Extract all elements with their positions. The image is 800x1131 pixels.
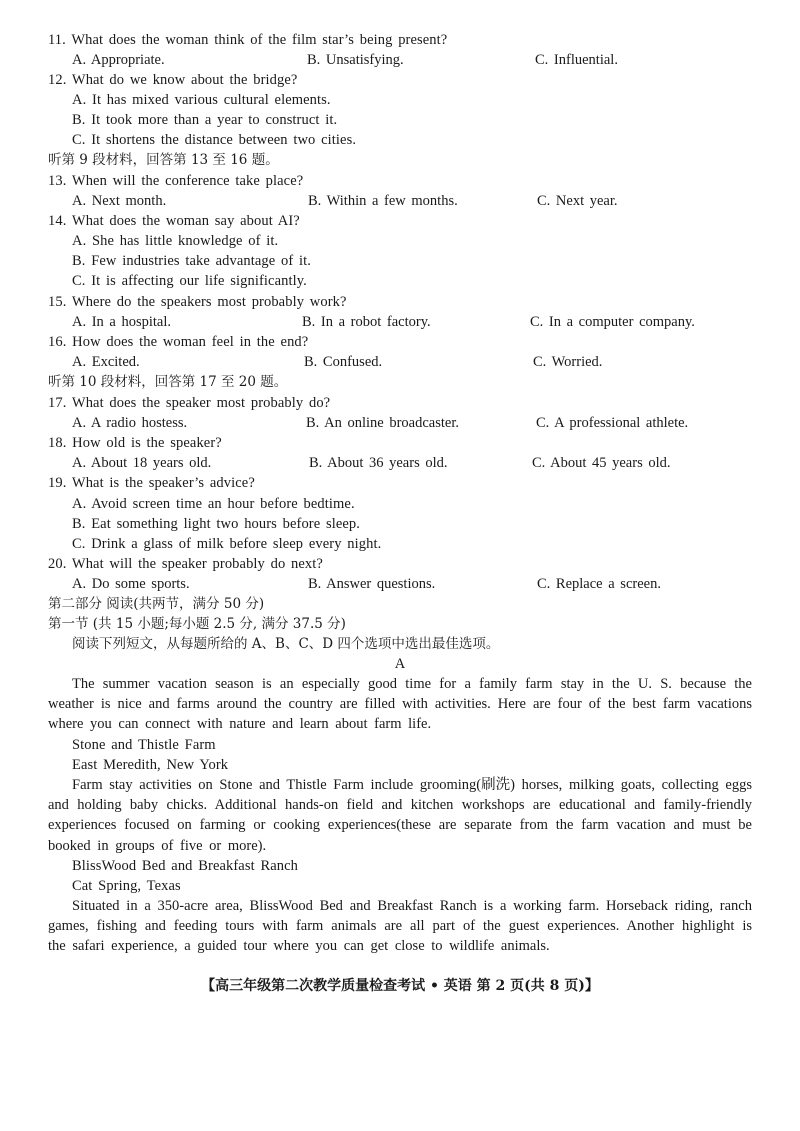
- question-number: 18.: [48, 435, 67, 451]
- question-text: What does the woman think of the film star’s being present?: [71, 32, 448, 48]
- question-number: 12.: [48, 72, 67, 88]
- question-20-stem: [48, 554, 323, 574]
- question-number: 19.: [48, 475, 67, 491]
- option-a: A. Do some sports.: [72, 576, 190, 592]
- question-18-stem: [48, 433, 222, 453]
- question-text: What do we know about the bridge?: [71, 72, 298, 88]
- section-9-instruction: 听第 9 段材料，回答第 13 至 16 题。: [48, 152, 279, 168]
- option-c: C. About 45 years old.: [532, 455, 671, 471]
- question-15-stem: [48, 292, 347, 312]
- question-text: When will the conference take place?: [71, 173, 304, 189]
- passage-label: A: [394, 656, 406, 672]
- passage-intro: The summer vacation season is an especially good time for a family farm stay in the U. S. because the weather is nice and farms around the country are filled with activities. Here are four of the best farm vacations where you can connect with nature and learn about farm life.: [48, 676, 752, 733]
- question-text: What does the speaker most probably do?: [71, 395, 331, 411]
- farm1-description: Farm stay activities on Stone and Thistle Farm include grooming(刷洗) horses, milking goats, collecting eggs and holding baby chicks. Additional hands-on field and kitchen workshops are educational and family-friendly experiences focused on farming or cooking experiences(these are separate from the farm vacation and must be booked in groups of five or more).: [48, 777, 752, 854]
- question-text: What is the speaker’s advice?: [71, 475, 255, 491]
- question-13-stem: [48, 171, 303, 191]
- question-number: 17.: [48, 395, 67, 411]
- option-a: A. A radio hostess.: [72, 415, 188, 431]
- option-a: A. About 18 years old.: [72, 455, 212, 471]
- option-c: C. A professional athlete.: [536, 415, 689, 431]
- option-b: B. In a robot factory.: [302, 314, 431, 330]
- question-number: 16.: [48, 334, 67, 350]
- option-c: C. Influential.: [535, 52, 618, 68]
- option-b: B. Few industries take advantage of it.: [72, 253, 311, 269]
- option-b: B. Answer questions.: [308, 576, 436, 592]
- question-12-stem: [48, 70, 297, 90]
- option-b: B. Confused.: [304, 354, 383, 370]
- part2-section1-title: 第一节 (共 15 小题;每小题 2.5 分, 满分 37.5 分): [48, 616, 346, 632]
- option-a: A. Avoid screen time an hour before bedtime.: [72, 496, 355, 512]
- option-a: A. Appropriate.: [72, 52, 165, 68]
- option-b: B. An online broadcaster.: [306, 415, 459, 431]
- question-number: 14.: [48, 213, 67, 229]
- question-text: What will the speaker probably do next?: [71, 556, 323, 572]
- question-text: What does the woman say about AI?: [71, 213, 300, 229]
- farm2-description: Situated in a 350-acre area, BlissWood Bed and Breakfast Ranch is a working farm. Horseback riding, ranch games, fishing and feeding tours with farm animals are all part of the guest experiences. Another highlight is the safari experience, a guided tour where you can get close to wildlife animals.: [48, 898, 752, 955]
- page-footer: 【高三年级第二次教学质量检查考试 • 英语 第 2 页(共 8 页)】: [201, 978, 599, 994]
- option-c: C. It is affecting our life significantly.: [72, 273, 307, 289]
- option-b: B. About 36 years old.: [309, 455, 448, 471]
- farm1-location: East Meredith, New York: [72, 757, 229, 773]
- option-c: C. In a computer company.: [530, 314, 695, 330]
- option-c: C. It shortens the distance between two cities.: [72, 132, 357, 148]
- reading-instruction: 阅读下列短文，从每题所给的 A、B、C、D 四个选项中选出最佳选项。: [72, 636, 500, 652]
- section-10-instruction: 听第 10 段材料，回答第 17 至 20 题。: [48, 374, 288, 390]
- question-text: How does the woman feel in the end?: [72, 334, 309, 350]
- question-text: Where do the speakers most probably work?: [71, 294, 347, 310]
- option-a: A. In a hospital.: [72, 314, 172, 330]
- question-number: 13.: [48, 173, 67, 189]
- option-a: A. Excited.: [72, 354, 140, 370]
- question-19-stem: [48, 473, 255, 493]
- option-c: C. Next year.: [537, 193, 618, 209]
- option-a: A. She has little knowledge of it.: [72, 233, 279, 249]
- option-c: C. Drink a glass of milk before sleep every night.: [72, 536, 382, 552]
- farm2-location: Cat Spring, Texas: [72, 878, 181, 894]
- question-number: 20.: [48, 556, 67, 572]
- option-c: C. Replace a screen.: [537, 576, 661, 592]
- option-b: B. Eat something light two hours before sleep.: [72, 516, 361, 532]
- option-c: C. Worried.: [533, 354, 603, 370]
- question-14-stem: [48, 211, 300, 231]
- question-11-stem: [48, 30, 447, 50]
- part2-title: 第二部分 阅读(共两节，满分 50 分): [48, 596, 265, 612]
- question-number: 11.: [48, 32, 66, 48]
- question-text: How old is the speaker?: [72, 435, 222, 451]
- question-16-stem: [48, 332, 308, 352]
- option-b: B. Unsatisfying.: [307, 52, 404, 68]
- option-b: B. Within a few months.: [308, 193, 458, 209]
- option-a: A. It has mixed various cultural elements.: [72, 92, 331, 108]
- question-number: 15.: [48, 294, 67, 310]
- farm1-name: Stone and Thistle Farm: [72, 737, 216, 753]
- option-a: A. Next month.: [72, 193, 167, 209]
- question-17-stem: [48, 393, 330, 413]
- option-b: B. It took more than a year to construct it.: [72, 112, 338, 128]
- farm2-name: BlissWood Bed and Breakfast Ranch: [72, 858, 298, 874]
